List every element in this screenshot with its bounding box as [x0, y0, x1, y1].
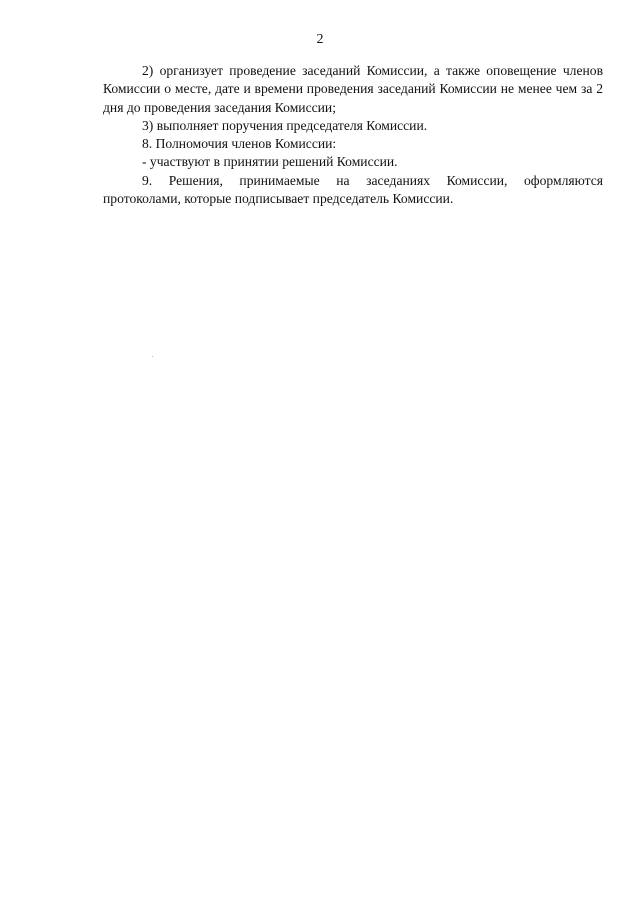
paragraph-item-3-executes-instructions: 3) выполняет поручения председателя Комиссии. — [142, 117, 428, 133]
page-number: 2 — [316, 32, 324, 47]
document-body — [103, 62, 603, 208]
paragraph-section-8-member-powers: 8. Полномочия членов Комиссии: — [142, 136, 337, 152]
paragraph-member-participation: - участвуют в принятии решений Комиссии. — [142, 154, 398, 170]
paragraph-item-2-organizes-meetings: 2) организует проведение заседаний Комиссии, а также оповещение членов Комиссии о месте, дате и времени проведения заседаний Комиссии не менее чем за 2 дня до проведения заседания Комиссии; — [103, 63, 603, 115]
paragraph-section-9-decisions: 9. Решения, принимаемые на заседаниях Комиссии, оформляются протоколами, которые подписывает председатель Комиссии. — [103, 172, 603, 207]
scan-speck — [152, 356, 153, 357]
